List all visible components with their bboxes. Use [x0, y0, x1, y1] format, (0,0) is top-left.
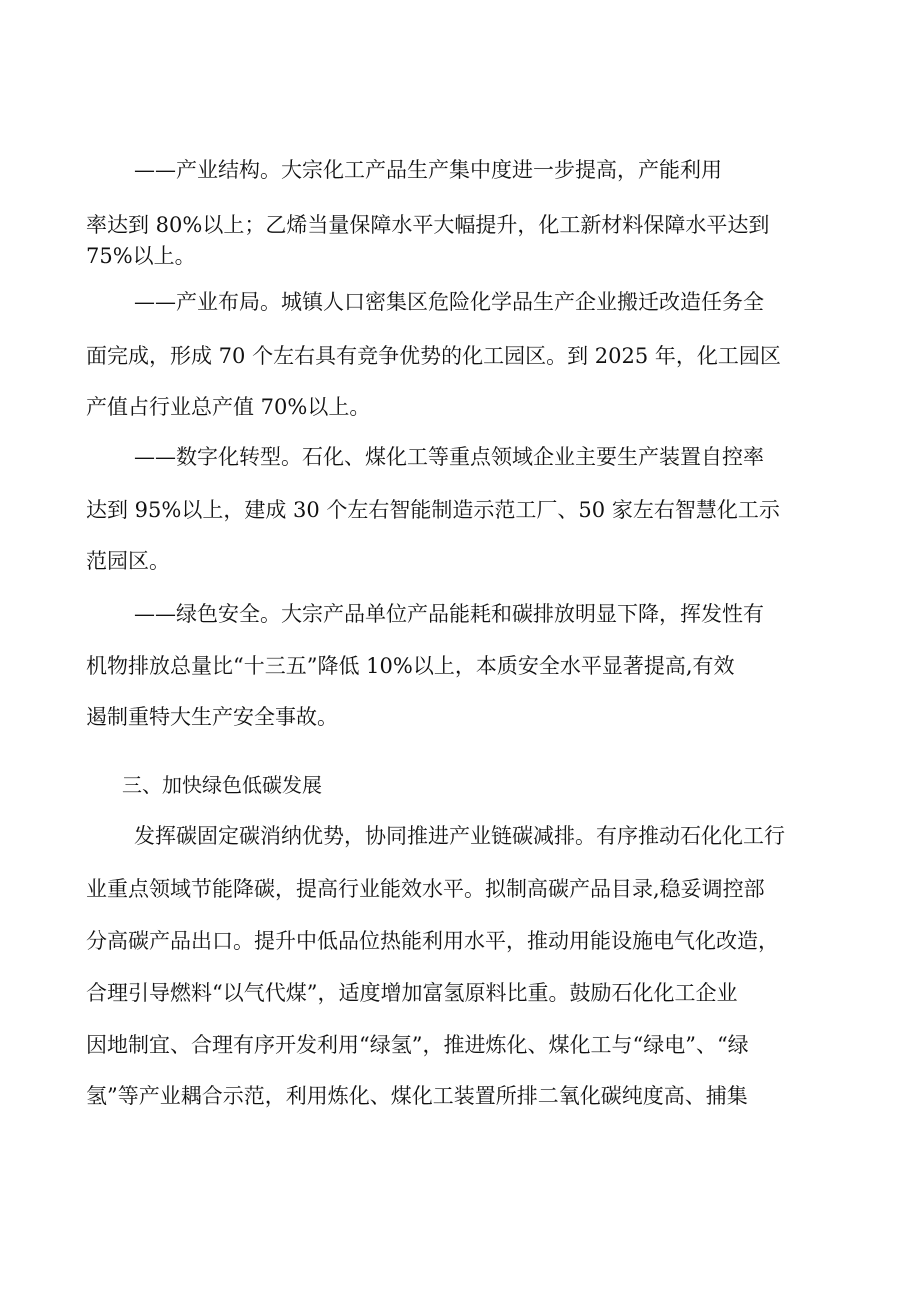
paragraph-3-line-3: 范园区。 [86, 549, 170, 573]
paragraph-2-line-1: ——产业布局。城镇人口密集区危险化学品生产企业搬迁改造任务全 [134, 290, 764, 314]
section-body-line-4: 合理引导燃料“以气代煤”，适度增加富氢原料比重。鼓励石化化工企业 [86, 981, 738, 1005]
section-body-line-5: 因地制宜、合理有序开发利用“绿氢”，推进炼化、煤化工与“绿电”、“绿 [86, 1033, 749, 1057]
section-body-line-3: 分高碳产品出口。提升中低品位热能利用水平，推动用能设施电气化改造， [86, 929, 779, 953]
paragraph-2-line-2: 面完成，形成 70 个左右具有竞争优势的化工园区。到 2025 年，化工园区 [86, 344, 781, 368]
section-body-line-2: 业重点领域节能降碳，提高行业能效水平。拟制高碳产品目录,稳妥调控部 [86, 877, 765, 901]
paragraph-3-line-2: 达到 95%以上，建成 30 个左右智能制造示范工厂、50 家左右智慧化工示 [86, 498, 780, 522]
paragraph-4-line-3: 遏制重特大生产安全事故。 [86, 705, 338, 729]
section-heading: 三、加快绿色低碳发展 [122, 773, 322, 797]
paragraph-3-line-1: ——数字化转型。石化、煤化工等重点领域企业主要生产装置自控率 [134, 445, 764, 469]
paragraph-4-line-2: 机物排放总量比“十三五”降低 10%以上，本质安全水平显著提高,有效 [86, 654, 735, 678]
paragraph-2-line-3: 产值占行业总产值 70%以上。 [86, 395, 371, 419]
paragraph-1-line-2: 率达到 80%以上；乙烯当量保障水平大幅提升，化工新材料保障水平达到 [86, 213, 770, 237]
paragraph-1-line-3: 75%以上。 [86, 244, 196, 268]
section-body-line-1: 发挥碳固定碳消纳优势，协同推进产业链碳减排。有序推动石化化工行 [134, 824, 785, 848]
section-body-line-6: 氢”等产业耦合示范，利用炼化、煤化工装置所排二氧化碳纯度高、捕集 [86, 1084, 748, 1108]
paragraph-4-line-1: ——绿色安全。大宗产品单位产品能耗和碳排放明显下降，挥发性有 [134, 602, 764, 626]
paragraph-1-line-1: ——产业结构。大宗化工产品生产集中度进一步提高，产能利用 [134, 158, 722, 182]
